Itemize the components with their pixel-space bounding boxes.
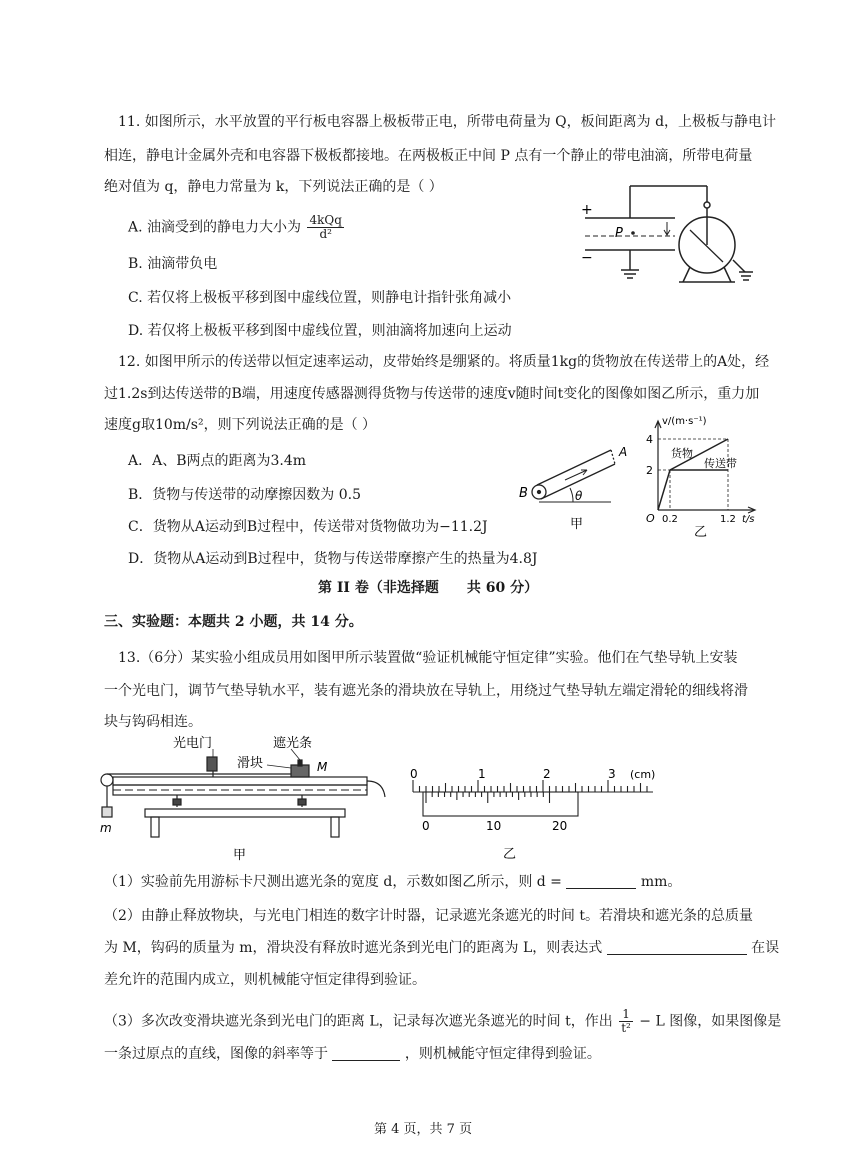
q12-label-b: B <box>519 486 528 501</box>
q13-part3-denominator: t² <box>621 1021 631 1035</box>
q13-label-shade: 遮光条 <box>273 736 313 751</box>
q12-xlabel: t/s <box>742 514 755 525</box>
q13-unit: (cm) <box>630 768 656 781</box>
q13-part2-line2 <box>104 938 779 958</box>
q13-label-m: m <box>100 821 112 835</box>
q12-ylabel: v/(m·s⁻¹) <box>662 416 707 427</box>
q11-option-a-numerator: 4kQq <box>309 213 342 227</box>
q11-option-d: D. 若仅将上极板平移到图中虚线位置，则油滴将加速向上运动 <box>128 323 512 339</box>
q11-plus-sign: + <box>581 202 593 218</box>
q13-part1-answer-blank[interactable] <box>566 874 636 889</box>
q13-vernier-ticks <box>426 792 550 803</box>
q13-slider <box>291 765 309 777</box>
q13-main-scale-ticks <box>413 780 647 792</box>
q13-caption-jia: 甲 <box>233 848 247 863</box>
q13-part3-line2 <box>104 1044 601 1064</box>
q12-belt-figure <box>515 440 635 535</box>
q13-part3-line2-tail: ，则机械能守恒定律得到验证。 <box>404 1046 601 1062</box>
q12-option-d: D．货物从A运动到B过程中，货物与传送带摩擦产生的热量为4.8J <box>128 551 538 567</box>
q13-part1-text: （1）实验前先用游标卡尺测出遮光条的宽度 d，示数如图乙所示，则 d = <box>104 874 562 890</box>
q12-vt-graph <box>636 412 761 540</box>
q13-label-M: M <box>317 760 328 774</box>
q12-option-c: C．货物从A运动到B过程中，传送带对货物做功为−11.2J <box>128 519 488 535</box>
q13-part1-unit: mm。 <box>640 874 682 890</box>
q13-line1: 13.（6分）某实验小组成员用如图甲所示装置做“验证机械能守恒定律”实验。他们在气垫导轨上安装 <box>118 650 738 666</box>
q13-main-tick-0: 0 <box>410 767 418 781</box>
q13-part2-line1: （2）由静止释放物块，与光电门相连的数字计时器，记录遮光条遮光的时间 t。若滑块和遮光条的总质量 <box>104 908 753 924</box>
q13-label-photogate: 光电门 <box>173 736 213 751</box>
q12-line3: 速度g取10m/s²，则下列说法正确的是（ ） <box>104 417 377 433</box>
q12-xtick-02: 0.2 <box>662 514 678 525</box>
q11-option-b: B. 油滴带负电 <box>128 256 218 272</box>
q13-photogate <box>207 757 217 771</box>
q13-part3-text: （3）多次改变滑块遮光条到光电门的距离 L，记录每次遮光条遮光的时间 t，作出 <box>104 1013 613 1030</box>
q12-caption-yi: 乙 <box>694 525 708 540</box>
q11-line2: 相连，静电计金属外壳和电容器下极板都接地。在两极板正中间 P 点有一个静止的带电油滴，所带电荷量 <box>104 148 753 164</box>
q12-caption-jia: 甲 <box>570 517 584 532</box>
q13-part3-answer-blank[interactable] <box>332 1046 400 1061</box>
q13-vern-tick-10: 10 <box>486 819 502 833</box>
q11-line1: 11. 如图所示，水平放置的平行板电容器上极板带正电，所带电荷量为 Q，板间距离为 d，上极板与静电计 <box>118 114 777 130</box>
q13-part3-numerator: 1 <box>619 1008 633 1022</box>
q13-main-tick-1: 1 <box>478 767 486 781</box>
q11-oil-drop <box>631 231 635 235</box>
q13-vernier-figure <box>408 758 658 863</box>
q13-main-tick-2: 2 <box>543 767 551 781</box>
q11-option-a-denominator: d² <box>319 227 332 241</box>
q11-option-a <box>128 214 346 241</box>
q12-goods-line <box>658 439 728 510</box>
q11-minus-sign: − <box>581 250 593 266</box>
section3-title: 三、实验题：本题共 2 小题，共 14 分。 <box>104 614 363 630</box>
q11-option-a-fraction <box>307 214 343 241</box>
q13-air-hose <box>367 781 385 797</box>
q13-pulley <box>101 774 113 786</box>
q13-airtrack-figure <box>95 735 395 865</box>
q13-shade-strip <box>298 760 302 766</box>
q11-option-a-text: A. 油滴受到的静电力大小为 <box>128 219 302 236</box>
q12-label-goods: 货物 <box>671 447 693 460</box>
q13-caption-yi: 乙 <box>503 847 517 862</box>
q12-xtick-12: 1.2 <box>720 514 736 525</box>
q13-main-tick-3: 3 <box>608 767 616 781</box>
q11-capacitor-figure <box>575 180 765 305</box>
q12-ytick-4: 4 <box>646 433 653 446</box>
q13-part2-line3: 差允许的范围内成立，则机械能守恒定律得到验证。 <box>104 972 426 988</box>
q13-part3-line2-text: 一条过原点的直线，图像的斜率等于 <box>104 1046 328 1062</box>
q13-part3-fraction <box>619 1008 633 1035</box>
q13-part2-line2-text: 为 M，钩码的质量为 m，滑块没有释放时遮光条到光电门的距离为 L，则表达式 <box>104 940 603 956</box>
q12-origin: O <box>646 512 655 525</box>
q12-belt-top <box>537 450 611 485</box>
q11-electrometer-knob <box>704 202 710 208</box>
q12-label-belt: 传送带 <box>704 457 737 470</box>
q12-option-b: B．货物与传送带的动摩擦因数为 0.5 <box>128 487 362 503</box>
q13-vern-tick-0: 0 <box>422 819 430 833</box>
q13-part2-line2-tail: 在误 <box>751 940 780 956</box>
q12-line1: 12. 如图甲所示的传送带以恒定速率运动，皮带始终是绷紧的。将质量1kg的货物放在传送带上的A处，经 <box>118 354 770 370</box>
q13-line2: 一个光电门，调节气垫导轨水平，装有遮光条的滑块放在导轨上，用绕过气垫导轨左端定滑轮的细线将滑 <box>104 683 748 699</box>
q12-label-a: A <box>619 445 628 459</box>
q11-point-p: P <box>615 226 623 241</box>
q13-part2-answer-blank[interactable] <box>607 940 747 955</box>
q11-line3: 绝对值为 q，静电力常量为 k，下列说法正确的是（ ） <box>104 179 443 195</box>
q13-track-top <box>113 777 367 785</box>
q13-part3-line1 <box>104 1008 781 1035</box>
q13-label-slider: 滑块 <box>237 756 264 771</box>
q12-option-a: A．A、B两点的距离为3.4m <box>128 453 307 469</box>
q13-hook-weight <box>102 807 112 817</box>
q12-label-theta: θ <box>575 489 583 503</box>
q13-part1 <box>104 872 681 892</box>
q12-ytick-2: 2 <box>646 464 653 477</box>
q13-line3: 块与钩码相连。 <box>104 714 202 730</box>
q11-option-c: C. 若仅将上极板平移到图中虚线位置，则静电计指针张角减小 <box>128 290 512 306</box>
part2-title: 第 II 卷（非选择题 共 60 分） <box>318 580 539 596</box>
q13-vern-tick-20: 20 <box>552 819 568 833</box>
q13-part3-tail: − L 图像，如果图像是 <box>639 1013 782 1030</box>
q12-line2: 过1.2s到达传送带的B端，用速度传感器测得货物与传送带的速度v随时间t变化的图像如图乙所示，重力加 <box>104 386 760 402</box>
page-footer: 第 4 页，共 7 页 <box>374 1122 473 1137</box>
q13-base <box>145 809 345 817</box>
